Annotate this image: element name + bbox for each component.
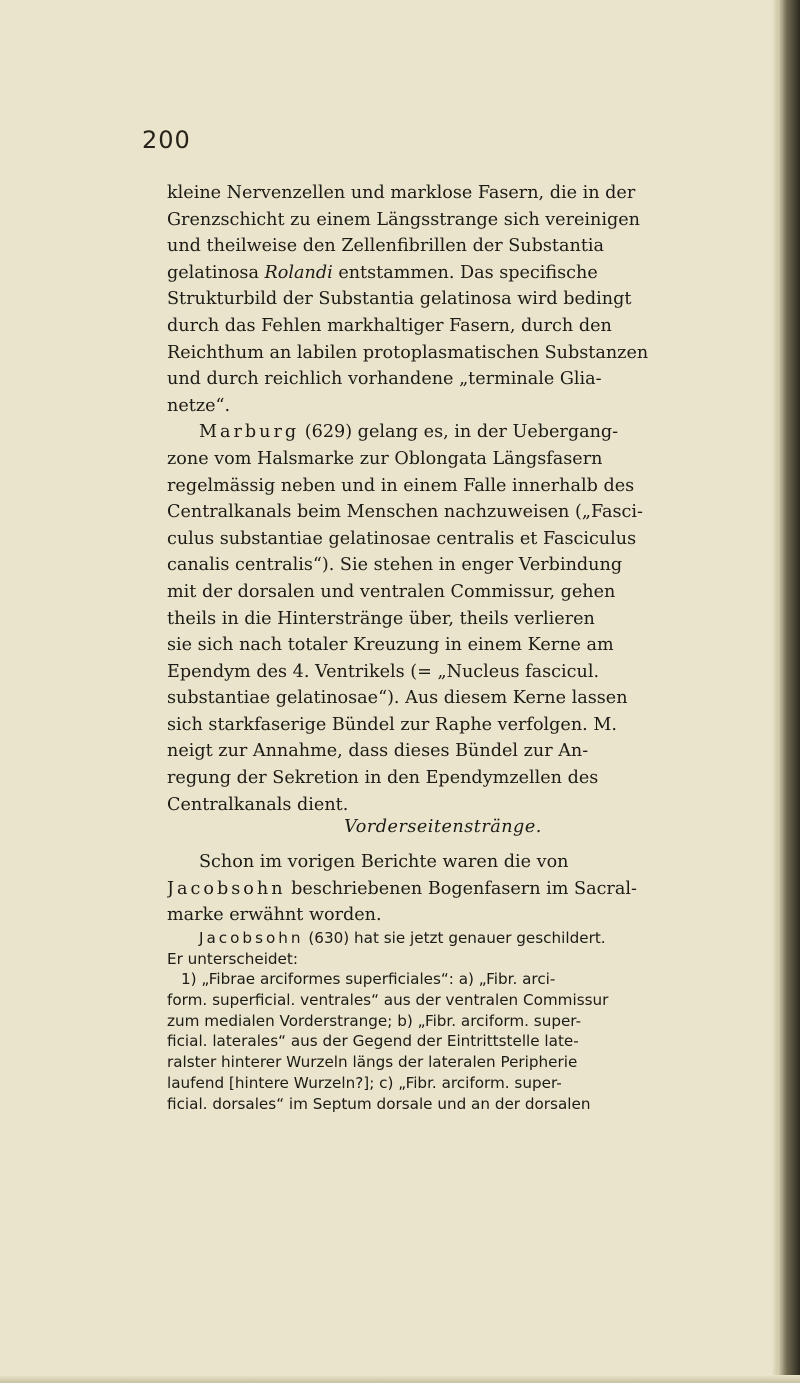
text-line: ficial. laterales“ aus der Gegend der Eintrittstelle late- (167, 1032, 579, 1051)
text-line: canalis centralis“). Sie stehen in enger Verbindung (167, 555, 623, 576)
section-heading: Vorderseitenstränge. (344, 817, 542, 837)
text-fragment: gelatinosa (167, 262, 259, 283)
text-line: laufend [hintere Wurzeln?]; c) „Fibr. arciform. super- (167, 1073, 562, 1092)
text-line: regelmässig neben und in einem Falle innerhalb des (167, 475, 635, 496)
text-line (167, 260, 719, 287)
text-fragment: entstammen. Das specifische (338, 262, 598, 283)
text-line: culus substantiae gelatinosae centralis et Fasciculus (167, 528, 637, 549)
text-line: kleine Nervenzellen und marklose Fasern, die in der (167, 183, 636, 203)
text-fragment: (630) hat sie jetzt genauer geschildert. (303, 929, 606, 947)
text-line: substantiae gelatinosae“). Aus diesem Kerne lassen (167, 688, 628, 709)
paragraph-jacobsohn-intro (167, 849, 719, 929)
page-edge-shadow (778, 0, 800, 1383)
paragraph-substantia-gelatinosa (167, 180, 719, 818)
text-line (167, 419, 719, 446)
author-name-marburg: Marburg (199, 422, 300, 443)
text-line: Grenzschicht zu einem Längsstrange sich vereinigen (167, 209, 641, 230)
page-bottom-edge (0, 1375, 800, 1383)
author-name-jacobsohn: Jacobsohn (167, 878, 286, 899)
text-line: zum medialen Vorderstrange; b) „Fibr. arciform. super- (167, 1011, 582, 1030)
text-line: Strukturbild der Substantia gelatinosa wird bedingt (167, 289, 632, 310)
text-line: Centralkanals dient. (167, 794, 349, 815)
text-line: Ependym des 4. Ventrikels (= „Nucleus fascicul. (167, 661, 600, 682)
text-line (167, 928, 719, 949)
text-line: ficial. dorsales“ im Septum dorsale und an der dorsalen (167, 1094, 591, 1113)
paragraph-jacobsohn-detail (167, 928, 719, 1114)
text-line: form. superficial. ventrales“ aus der ventralen Commissur (167, 991, 609, 1010)
text-fragment: (629) gelang es, in der Uebergang- (299, 422, 619, 443)
text-line: und theilweise den Zellenfibrillen der Substantia (167, 236, 605, 257)
text-line: Er unterscheidet: (167, 949, 298, 968)
author-name-jacobsohn: Jacobsohn (199, 929, 304, 947)
text-line: Reichthum an labilen protoplasmatischen Substanzen (167, 342, 649, 363)
author-name-rolandi: Rolandi (264, 262, 333, 283)
text-line: netze“. (167, 395, 231, 416)
text-line: mit der dorsalen und ventralen Commissur, gehen (167, 581, 616, 602)
text-line: durch das Fehlen markhaltiger Fasern, durch den (167, 315, 612, 336)
text-line: regung der Sekretion in den Ependymzellen des (167, 768, 599, 789)
text-line: marke erwähnt worden. (167, 905, 382, 926)
text-line: sie sich nach totaler Kreuzung in einem Kerne am (167, 635, 614, 656)
text-line: theils in die Hinterstränge über, theils verlieren (167, 608, 595, 629)
text-line: 1) „Fibrae arciformes superficiales“: a) „Fibr. arci- (181, 970, 556, 989)
text-line: Centralkanals beim Menschen nachzuweisen („Fasci- (167, 502, 643, 523)
text-line: ralster hinterer Wurzeln längs der lateralen Peripherie (167, 1053, 578, 1072)
text-line: sich starkfaserige Bündel zur Raphe verfolgen. M. (167, 714, 617, 735)
text-line: zone vom Halsmarke zur Oblongata Längsfasern (167, 448, 603, 469)
text-line: neigt zur Annahme, dass dieses Bündel zur An- (167, 741, 589, 762)
text-line: Schon im vorigen Berichte waren die von (199, 852, 569, 872)
text-fragment: beschriebenen Bogenfasern im Sacral- (285, 878, 637, 899)
text-line: und durch reichlich vorhandene „terminale Glia- (167, 369, 602, 390)
page-number: 200 (142, 126, 191, 154)
text-line (167, 876, 719, 903)
